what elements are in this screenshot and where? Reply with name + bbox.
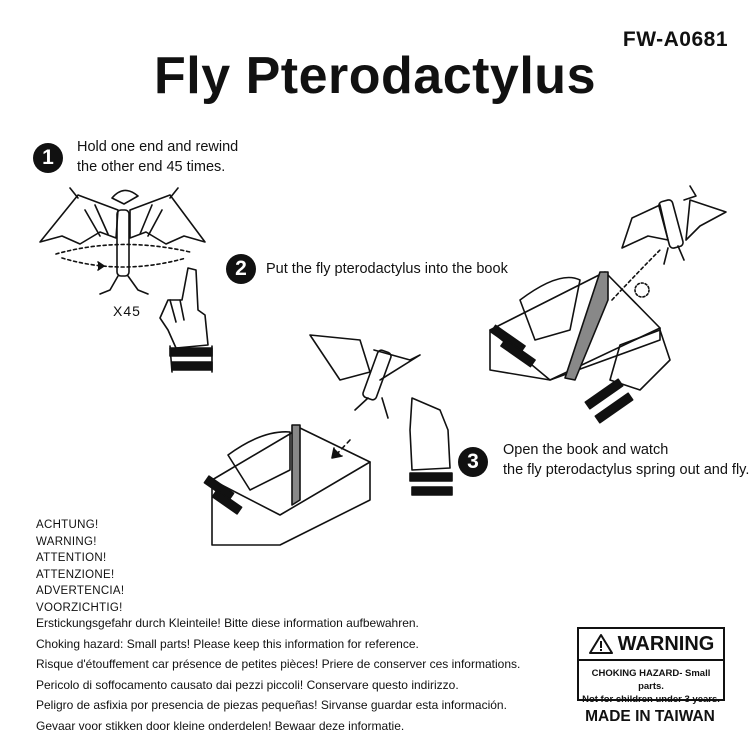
finger-hand-illustration xyxy=(160,268,212,372)
notice-line: Gevaar voor stikken door kleine onderdelen! Bewaar deze informatie. xyxy=(36,718,405,733)
step-2-number: 2 xyxy=(226,254,256,284)
choking-hazard-notices xyxy=(36,613,520,736)
pterodactyl-step-1-illustration xyxy=(40,188,205,294)
book-step-2-illustration xyxy=(204,425,370,545)
notice-line: Peligro de asfixia por presencia de piezas pequeñas! Sirvanse guardar esta información. xyxy=(36,698,507,712)
warning-box-heading-text: WARNING xyxy=(617,632,715,655)
page-title: Fly Pterodactylus xyxy=(154,47,596,105)
step-1-line-1: Hold one end and rewind xyxy=(77,139,239,155)
made-in-label: MADE IN TAIWAN xyxy=(585,708,715,725)
notice-line: Erstickungsgefahr durch Kleinteile! Bitte diese information aufbewahren. xyxy=(36,616,419,630)
warning-box-heading xyxy=(579,629,723,661)
warning-word: ATTENZIONE! xyxy=(36,568,115,581)
notice-line: Pericolo di soffocamento causato dai pezzi piccoli! Conservare questo indirizzo. xyxy=(36,677,459,692)
warning-box-body xyxy=(579,661,723,706)
pterodactyl-step-2-illustration xyxy=(310,335,420,458)
rewind-count-label: X45 xyxy=(113,303,141,319)
book-step-3-illustration xyxy=(490,250,670,423)
step-3-line-2: the fly pterodactylus spring out and fly. xyxy=(503,462,750,478)
warning-word: ADVERTENCIA! xyxy=(36,585,125,597)
warning-word: WARNING! xyxy=(36,535,97,548)
warning-box xyxy=(577,627,725,705)
warning-word-list xyxy=(36,517,124,616)
step-1-line-2: the other end 45 times. xyxy=(77,159,226,175)
hand-step-2-illustration xyxy=(410,398,452,495)
notice-line: Choking hazard: Small parts! Please keep this information for reference. xyxy=(36,636,419,651)
warning-box-line-2: Not for children under 3 years. xyxy=(582,694,720,705)
product-code: FW-A0681 xyxy=(622,28,728,51)
step-3-number: 3 xyxy=(458,447,488,477)
notice-line: Risque d'étouffement car présence de petites pièces! Priere de conserver ces informations. xyxy=(36,657,521,671)
step-1-number: 1 xyxy=(33,143,63,173)
step-3-line-1: Open the book and watch xyxy=(503,442,669,458)
warning-word: ATTENTION! xyxy=(36,552,107,564)
warning-box-line-1: CHOKING HAZARD- Small parts. xyxy=(591,668,711,692)
warning-word: VOORZICHTIG! xyxy=(36,601,123,614)
warning-word: ACHTUNG! xyxy=(36,519,99,531)
step-2-text: Put the fly pterodactylus into the book xyxy=(266,261,508,277)
warning-triangle-icon xyxy=(588,633,614,655)
pterodactyl-step-3-illustration xyxy=(622,186,726,264)
